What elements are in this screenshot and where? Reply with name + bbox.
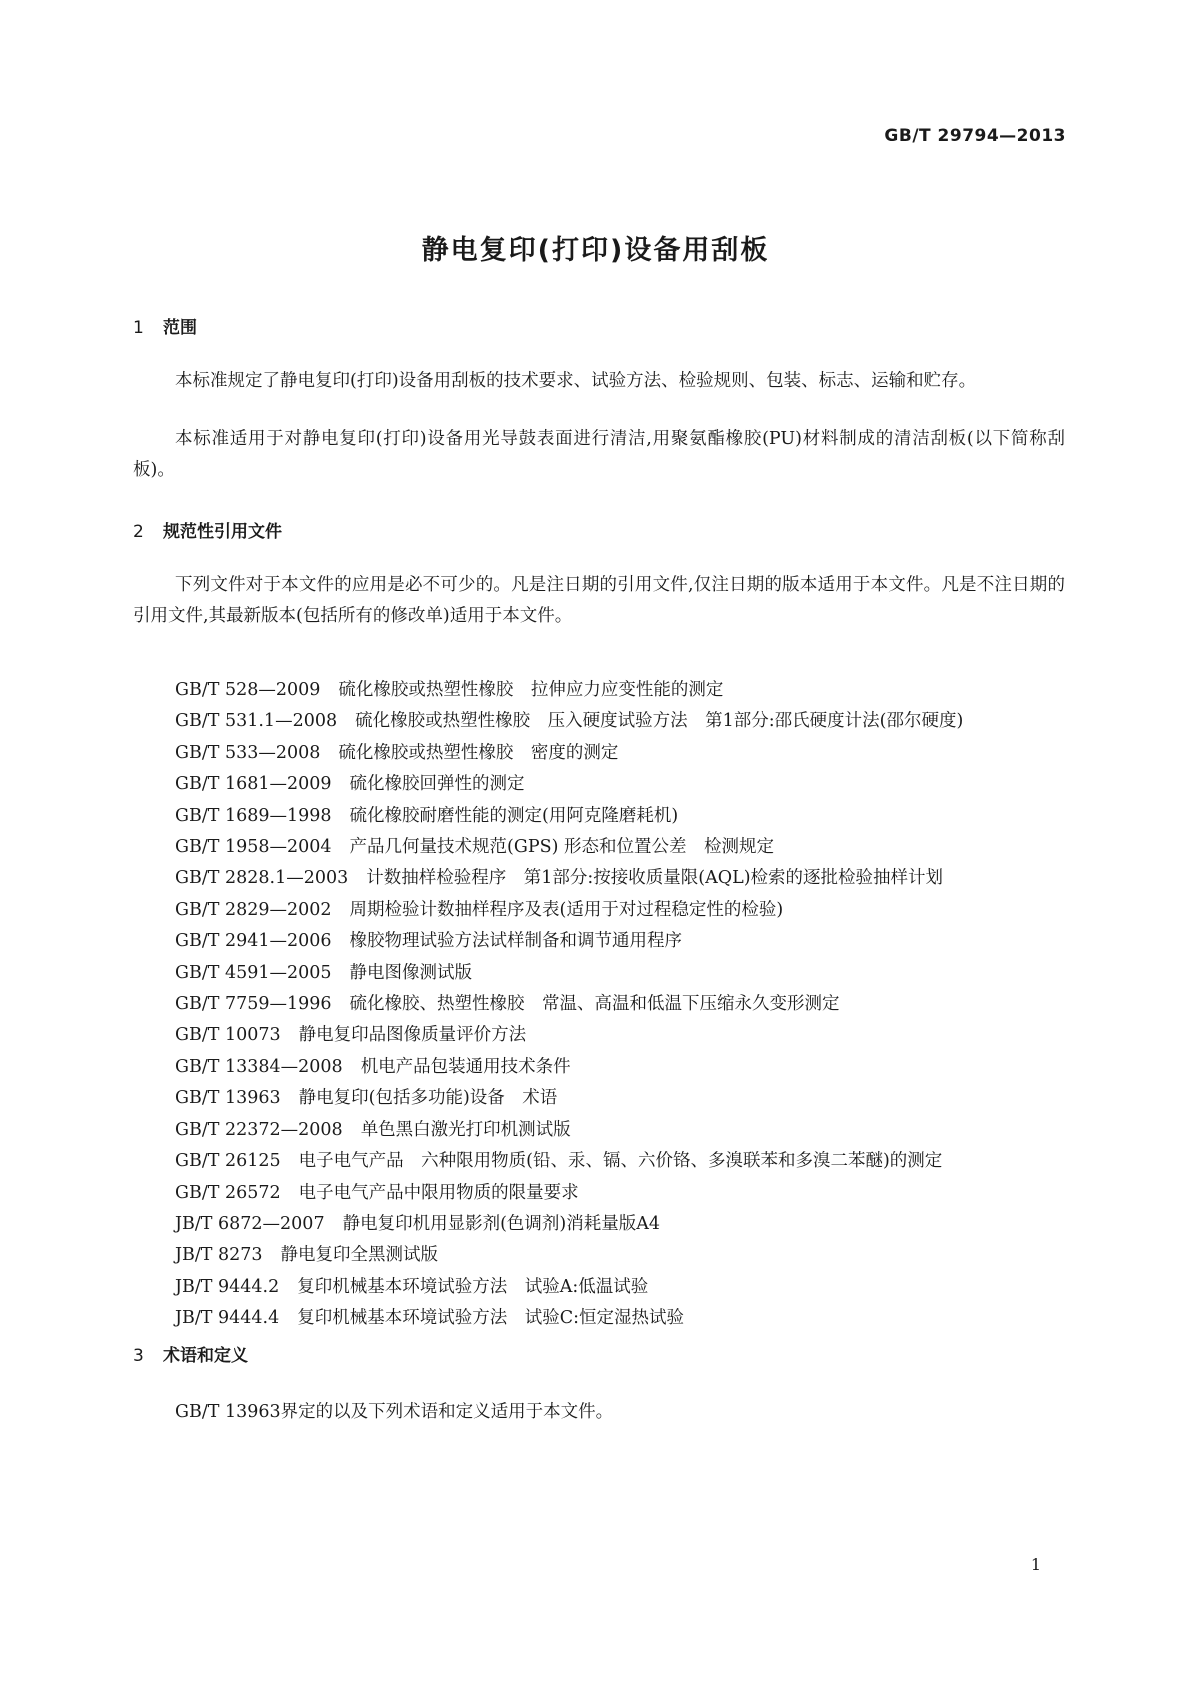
section-number: 1 (133, 318, 144, 338)
reference-code: GB/T 533—2008 (175, 742, 321, 763)
reference-code: GB/T 2941—2006 (175, 931, 332, 952)
reference-code: GB/T 4591—2005 (175, 962, 332, 983)
reference-title: 硫化橡胶或热塑性橡胶 压入硬度试验方法 第1部分:邵氏硬度计法(邵尔硬度) (355, 711, 964, 732)
reference-item (133, 706, 1065, 737)
reference-item (133, 1178, 1065, 1209)
reference-code: GB/T 13384—2008 (175, 1056, 343, 1077)
reference-item (133, 1272, 1065, 1303)
reference-item (133, 1240, 1065, 1271)
reference-title: 周期检验计数抽样程序及表(适用于对过程稳定性的检验) (349, 899, 784, 920)
reference-title: 电子电气产品中限用物质的限量要求 (298, 1182, 579, 1203)
reference-title: 静电复印(包括多功能)设备 术语 (298, 1088, 558, 1109)
reference-item (133, 1052, 1065, 1083)
terms-paragraph: GB/T 13963界定的以及下列术语和定义适用于本文件。 (175, 1402, 614, 1422)
reference-code: GB/T 22372—2008 (175, 1119, 343, 1140)
reference-title: 硫化橡胶或热塑性橡胶 拉伸应力应变性能的测定 (338, 680, 724, 700)
section-2-heading (133, 517, 282, 542)
reference-title: 电子电气产品 六种限用物质(铅、汞、镉、六价铬、多溴联苯和多溴二苯醚)的测定 (298, 1151, 943, 1172)
reference-item (133, 926, 1065, 957)
reference-title: 复印机械基本环境试验方法 试验C:恒定湿热试验 (297, 1308, 685, 1329)
reference-item (133, 863, 1065, 894)
reference-code: GB/T 13963 (175, 1088, 281, 1109)
reference-title: 复印机械基本环境试验方法 试验A:低温试验 (297, 1276, 649, 1297)
reference-code: GB/T 2828.1—2003 (175, 868, 349, 889)
reference-item (133, 958, 1065, 989)
reference-code: GB/T 2829—2002 (175, 899, 332, 920)
scope-paragraph-1: 本标准规定了静电复印(打印)设备用刮板的技术要求、试验方法、检验规则、包装、标志、运输和贮存。 (175, 371, 977, 391)
reference-title: 硫化橡胶回弹性的测定 (349, 774, 525, 795)
reference-title: 机电产品包装通用技术条件 (360, 1056, 571, 1077)
reference-item (133, 1146, 1065, 1177)
section-number: 3 (133, 1346, 144, 1366)
reference-title: 静电图像测试版 (349, 962, 473, 983)
section-1-heading (133, 313, 197, 338)
reference-title: 静电复印机用显影剂(色调剂)消耗量版A4 (342, 1213, 661, 1234)
reference-item (133, 895, 1065, 926)
scope-paragraph-2: 本标准适用于对静电复印(打印)设备用光导鼓表面进行清洁,用聚氨酯橡胶(PU)材料制成的清洁刮板(以下简称刮板)。 (133, 429, 1065, 480)
section-title: 范围 (163, 318, 197, 338)
reference-title: 硫化橡胶耐磨性能的测定(用阿克隆磨耗机) (349, 805, 679, 826)
section-title: 术语和定义 (163, 1346, 248, 1366)
reference-title: 静电复印全黑测试版 (280, 1245, 439, 1266)
reference-code: GB/T 26572 (175, 1182, 281, 1203)
reference-code: GB/T 1958—2004 (175, 837, 332, 858)
reference-title: 静电复印品图像质量评价方法 (298, 1025, 527, 1046)
section-number: 2 (133, 522, 144, 542)
standard-code: GB/T 29794—2013 (884, 126, 1066, 146)
reference-code: JB/T 9444.2 (175, 1276, 280, 1297)
section-3-heading (133, 1341, 248, 1366)
reference-code: GB/T 1689—1998 (175, 805, 332, 826)
reference-item (133, 1303, 1065, 1334)
reference-item (133, 1115, 1065, 1146)
reference-item (133, 675, 1065, 706)
reference-code: JB/T 9444.4 (175, 1308, 280, 1329)
reference-item (133, 1083, 1065, 1114)
reference-title: 硫化橡胶、热塑性橡胶 常温、高温和低温下压缩永久变形测定 (349, 994, 840, 1015)
reference-title: 单色黑白激光打印机测试版 (360, 1119, 571, 1140)
reference-item (133, 1209, 1065, 1240)
section-title: 规范性引用文件 (163, 522, 282, 542)
reference-title: 计数抽样检验程序 第1部分:按接收质量限(AQL)检索的逐批检验抽样计划 (366, 868, 944, 889)
reference-item (133, 1020, 1065, 1051)
reference-item (133, 738, 1065, 769)
reference-code: GB/T 10073 (175, 1025, 281, 1046)
reference-code: GB/T 1681—2009 (175, 774, 332, 795)
reference-code: GB/T 7759—1996 (175, 994, 332, 1015)
reference-code: GB/T 528—2009 (175, 680, 321, 700)
page-number: 1 (1030, 1555, 1041, 1574)
reference-code: JB/T 8273 (175, 1245, 263, 1266)
reference-code: GB/T 531.1—2008 (175, 711, 338, 732)
reference-item (133, 832, 1065, 863)
reference-item (133, 801, 1065, 832)
reference-item (133, 769, 1065, 800)
reference-title: 产品几何量技术规范(GPS) 形态和位置公差 检测规定 (349, 837, 775, 858)
reference-title: 橡胶物理试验方法试样制备和调节通用程序 (349, 931, 683, 952)
document-title: 静电复印(打印)设备用刮板 (421, 235, 770, 266)
reference-code: JB/T 6872—2007 (175, 1213, 325, 1234)
references-intro-paragraph: 下列文件对于本文件的应用是必不可少的。凡是注日期的引用文件,仅注日期的版本适用于本文件。凡是不注日期的引用文件,其最新版本(包括所有的修改单)适用于本文件。 (133, 575, 1065, 626)
reference-title: 硫化橡胶或热塑性橡胶 密度的测定 (338, 742, 619, 763)
reference-code: GB/T 26125 (175, 1151, 281, 1172)
reference-item (133, 989, 1065, 1020)
normative-references-list (133, 675, 1065, 1335)
